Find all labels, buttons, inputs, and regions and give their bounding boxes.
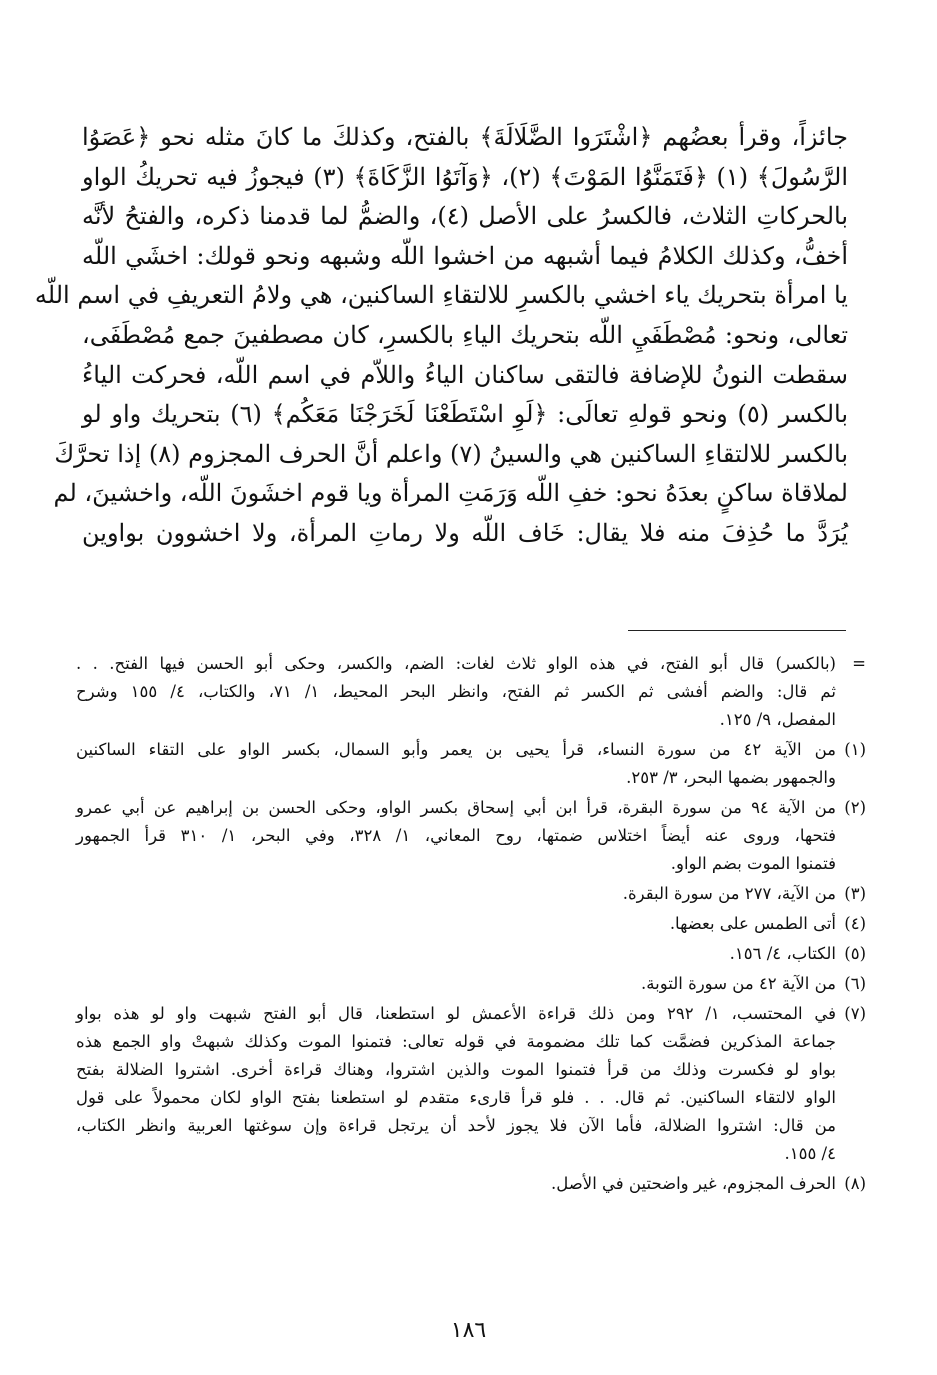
- main-text-line: لملاقاة ساكنٍ بعدَهُ نحو: خفِ اللّه وَرَمَتِ المرأة ويا قوم اخشَونَ اللّه، واخشينَ، لم: [53, 479, 848, 508]
- footnote-line: جماعة المذكرين فضمَّت كما تلك مضمومة في قوله تعالى: فتمنوا الموت وكذلك شبهتْ واو الجمع هذه: [76, 1032, 836, 1051]
- footnote-line: الواو لالتقاء الساكنين. ثم قال. . . فلو قرأ قارىء متقدم لو استطعنا بفتح الواو لكان محمولاً على قول: [76, 1088, 836, 1107]
- footnote-body: [76, 1000, 836, 1168]
- footnote-line: (بالكسر) قال أبو الفتح، في هذه الواو ثلاث لغات: الضم، والكسر، وحكى أبو الحسن فيها الفتح. . .: [76, 654, 836, 673]
- main-text-line: سقطت النونُ للإضافة فالتقى ساكنان الياءُ واللاّم في اسم اللّه، فحركت الياءُ: [82, 360, 848, 389]
- footnote: [76, 736, 866, 792]
- footnote-marker: (٦): [844, 974, 866, 993]
- footnote-line: من الآية، ٢٧٧ من سورة البقرة.: [622, 884, 836, 903]
- footnote-body: [76, 1170, 836, 1198]
- footnote-line: ٤/ ١٥٥.: [784, 1144, 836, 1163]
- footnote-marker: (١): [844, 740, 866, 759]
- footnote: [76, 1000, 866, 1168]
- footnote-marker: (٣): [844, 884, 866, 903]
- footnote-line: من قال: اشتروا الضلالة، فأما الآن فلا يجوز لأحد أن يرتجل قراءة وإن سوغتها العربية وانظر الكتاب،: [76, 1116, 836, 1135]
- main-text-line: بالكسر (٥) ونحو قولهِ تعالَى: ﴿لَوِ اسْتَطَعْنَا لَخَرَجْنَا مَعَكُم﴾ (٦) بتحريك واو لو: [82, 400, 849, 429]
- footnote-line: بواو لو فكسرت وذلك من قرأ فتمنوا الموت والذين اشتروا، وهناك قراءة أخرى. اشتروا الضلالة بفتح: [76, 1060, 836, 1079]
- main-text-line: الرَّسُولَ﴾ (١) ﴿فَتَمَنَّوُا المَوْتَ﴾ (٢)، ﴿وَآتَوُا الزَّكَاةَ﴾ (٣) فيجوزُ فيه تحريكُ الواو: [82, 162, 848, 191]
- main-text-line: بالكسر للالتقاءِ الساكنين هي والسينُ (٧) واعلم أنَّ الحرف المجزوم (٨) إذا تحرَّكَ: [54, 439, 848, 468]
- main-text-line: يا امرأة بتحريك ياء اخشي بالكسرِ للالتقاءِ الساكنين، هي ولامُ التعريفِ في اسم اللّه: [34, 281, 848, 310]
- footnote-body: [76, 910, 836, 938]
- footnote-marker: (٤): [844, 914, 866, 933]
- footnote-body: [76, 736, 836, 792]
- footnote-body: [76, 650, 836, 734]
- footnote-line: فتحها، وروى عنه أيضاً اختلاس ضمتها، روح المعاني، ١/ ٣٢٨، وفي البحر، ١/ ٣١٠ قرأ الجمهور: [76, 826, 836, 845]
- main-text-line: أخفُّ، وكذلك الكلامُ فيما أشبهه من اخشوا اللّه وشبهه ونحو قولك: اخشَي اللّه: [82, 241, 848, 270]
- main-text: [34, 118, 849, 554]
- footnote-marker: (٧): [844, 1004, 866, 1023]
- footnote-line: من الآية ٩٤ من سورة البقرة، قرأ ابن أبي إسحاق بكسر الواو، وحكى الحسن بن إبراهيم عن أبي عمرو: [76, 798, 836, 817]
- footnote-line: من الآية ٤٢ من سورة التوبة.: [641, 974, 836, 993]
- footnote-marker: =: [852, 654, 866, 673]
- footnote: [76, 794, 866, 878]
- footnote-marker: (٢): [844, 798, 866, 817]
- main-text-line: بالحركاتِ الثلاث، فالكسرُ على الأصل (٤)، والضمُّ لما قدمنا ذكره، والفتحُ لأنَّه: [82, 202, 848, 231]
- footnote-separator: [628, 630, 846, 631]
- footnote: [76, 910, 866, 938]
- footnote-line: ثم قال: والضم أفشى ثم الكسر ثم الفتح، وانظر البحر المحيط، ١/ ٧١، والكتاب، ٤/ ١٥٥ وشرح: [76, 682, 836, 701]
- footnote-body: [76, 970, 836, 998]
- footnote-line: فتمنوا الموت بضم الواو.: [670, 854, 836, 873]
- main-text-line: جائزاً، وقرأ بعضُهم ﴿اشْتَرَوا الضَّلَالَةَ﴾ بالفتح، وكذلكَ ما كانَ مثله نحو ﴿عَصَوُا: [82, 123, 848, 151]
- footnote-line: من الآية ٤٢ من سورة النساء، قرأ يحيى بن يعمر وأبو السمال، بكسر الواو على التقاء الساكنين: [76, 740, 836, 759]
- main-text-line: تعالى، ونحو: مُصْطَفَيِ اللّه بتحريك الياءِ بالكسرِ، كان مصطفينَ جمع مُصْطَفَى،: [82, 320, 848, 349]
- footnote-line: والجمهور بضمها البحر، ٣/ ٢٥٣.: [626, 768, 836, 787]
- footnote: [76, 880, 866, 908]
- footnote-marker: (٨): [844, 1174, 866, 1193]
- footnote-body: [76, 794, 836, 878]
- footnote: [76, 1170, 866, 1198]
- footnote-line: أتى الطمس على بعضها.: [669, 914, 836, 933]
- footnote-marker: (٥): [844, 944, 866, 963]
- footnote: [76, 970, 866, 998]
- page-number: ١٨٦: [450, 1318, 487, 1343]
- footnote-line: الكتاب، ٤/ ١٥٦.: [729, 944, 836, 963]
- footnote-line: الحرف المجزوم، غير واضحتين في الأصل.: [551, 1174, 836, 1193]
- footnote: [76, 650, 866, 734]
- footnote-line: المفصل، ٩/ ١٢٥.: [719, 710, 836, 729]
- footnote-body: [76, 880, 836, 908]
- footnotes: [76, 650, 866, 1200]
- main-text-line: يُرَدَّ ما حُذِفَ منه فلا يقال: خَاف اللّه ولا رماتِ المرأة، ولا اخشوون بواوين: [82, 518, 848, 547]
- footnote-body: [76, 940, 836, 968]
- footnote-line: في المحتسب، ١/ ٢٩٢ ومن ذلك قراءة الأعمش لو استطعنا، قال أبو الفتح شبهت واو لو هذه بواو: [76, 1004, 836, 1023]
- footnote: [76, 940, 866, 968]
